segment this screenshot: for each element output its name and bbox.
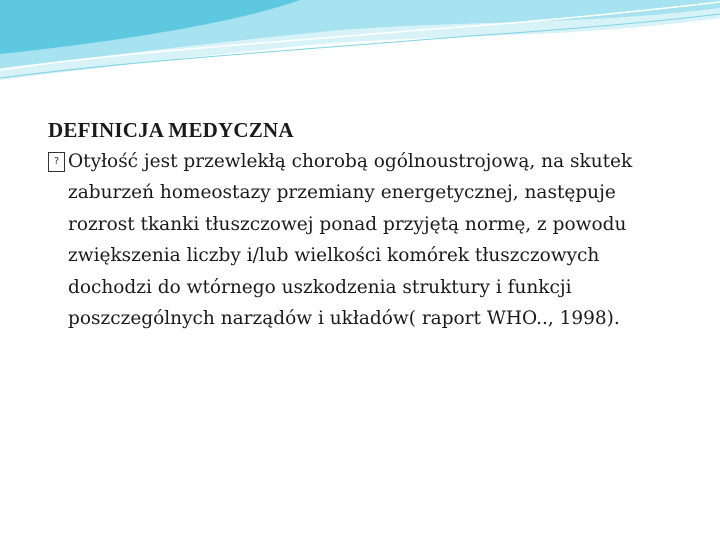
definition-paragraph <box>48 146 688 334</box>
header-wave-decoration <box>0 0 720 90</box>
slide-heading: DEFINICJA MEDYCZNA <box>48 118 294 142</box>
definition-text: Otyłość jest przewlekłą chorobą ogólnoustrojową, na skutek zaburzeń homeostazy przemiany energetycznej, następuje rozrost tkanki tłuszczowej ponad przyjętą normę, z powodu zwiększenia liczby i/lub wielkości komórek tłuszczowych dochodzi do wtórnego uszkodzenia struktury i funkcji poszczególnych narządów i układów( raport WHO.., 1998). <box>68 151 633 330</box>
slide-content <box>48 114 688 334</box>
missing-glyph-bullet-icon: ? <box>48 152 65 172</box>
